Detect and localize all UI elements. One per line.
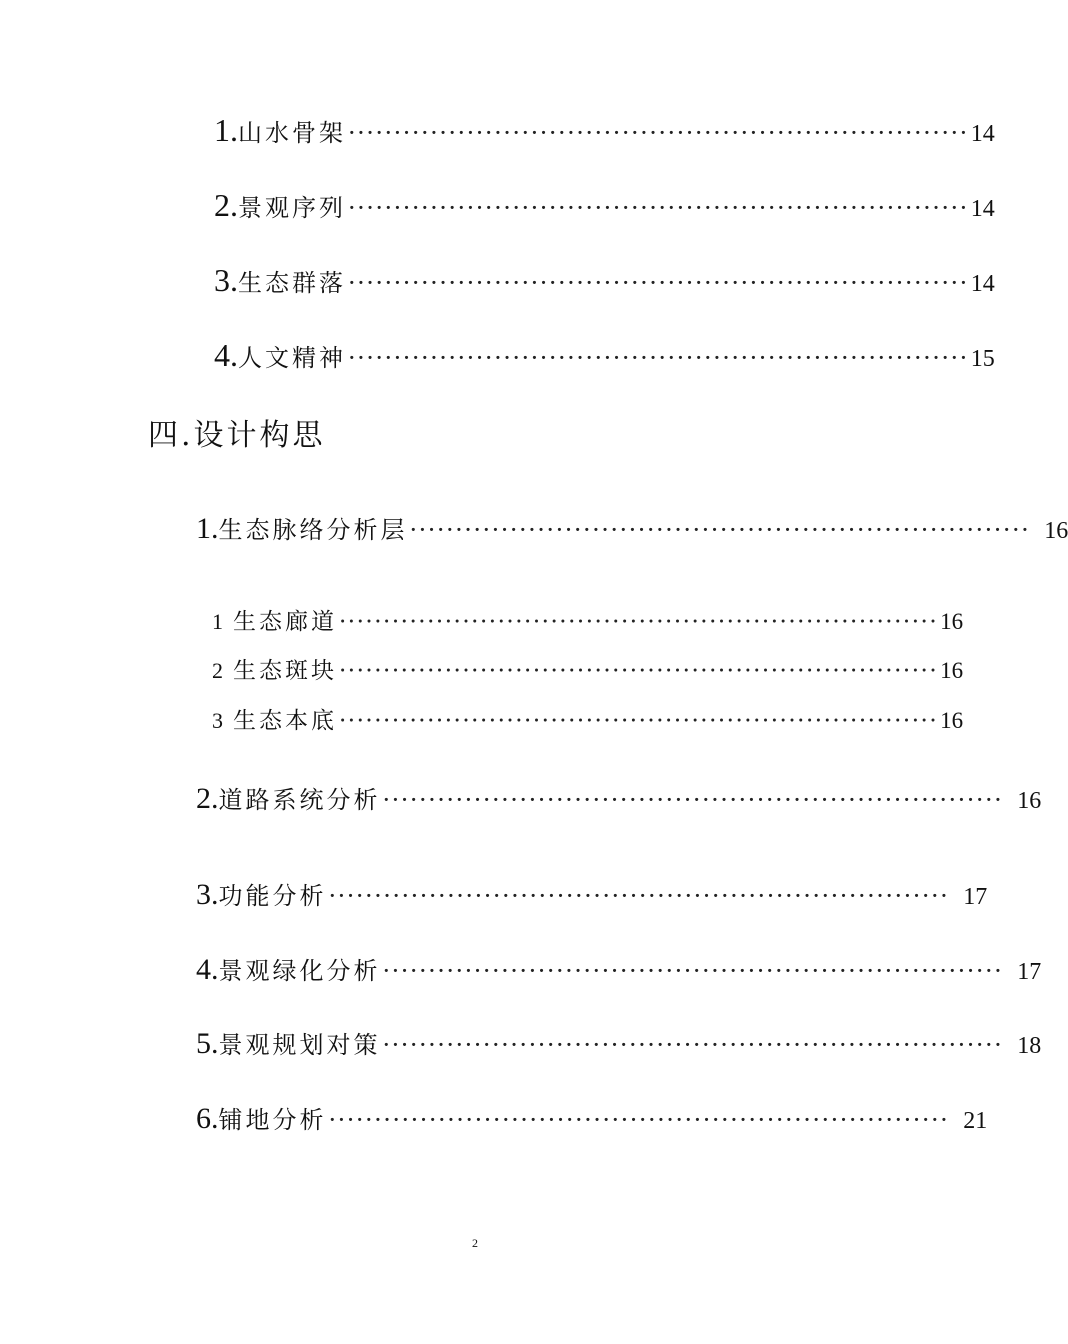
entry-page: 21 xyxy=(963,1108,988,1134)
toc-entry-pudi[interactable] xyxy=(196,1100,988,1136)
entry-page: 15 xyxy=(970,346,995,372)
entry-page: 14 xyxy=(970,121,995,147)
entry-number: 2 xyxy=(212,658,223,683)
entry-page: 14 xyxy=(970,271,995,297)
entry-number: 1 xyxy=(212,609,223,634)
entry-title: 景观序列 xyxy=(238,194,346,222)
entry-title: 功能分析 xyxy=(218,882,327,910)
entry-title: 铺地分析 xyxy=(218,1106,327,1134)
entry-page: 16 xyxy=(940,708,964,733)
toc-entry-renwen[interactable] xyxy=(214,337,995,374)
dot-leader: ···································································· xyxy=(328,1106,950,1134)
entry-number: 2. xyxy=(196,782,219,815)
dot-leader: ···································································· xyxy=(339,708,939,734)
entry-number: 3 xyxy=(212,708,223,733)
dot-leader: ···································································· xyxy=(339,609,939,635)
dot-leader: ···································································· xyxy=(348,194,969,222)
dot-leader: ···································································· xyxy=(409,516,1031,544)
dot-leader: ···································································· xyxy=(382,1031,1004,1059)
entry-page: 16 xyxy=(940,609,964,634)
entry-page: 14 xyxy=(970,196,995,222)
entry-page: 16 xyxy=(1017,788,1042,814)
entry-title: 人文精神 xyxy=(238,344,346,372)
section-heading: 四.设计构思 xyxy=(148,418,326,453)
entry-page: 16 xyxy=(940,658,964,683)
entry-page: 18 xyxy=(1017,1033,1042,1059)
dot-leader: ···································································· xyxy=(348,344,969,372)
entry-number: 3. xyxy=(196,878,219,911)
entry-number: 6. xyxy=(196,1102,219,1135)
entry-title: 生态斑块 xyxy=(233,658,337,684)
entry-number: 1. xyxy=(196,512,219,545)
page-number: 2 xyxy=(472,1236,478,1250)
dot-leader: ···································································· xyxy=(382,957,1004,985)
entry-page: 17 xyxy=(1017,959,1042,985)
dot-leader: ···································································· xyxy=(348,269,969,297)
entry-page: 17 xyxy=(963,884,988,910)
toc-entry-lvhua[interactable] xyxy=(196,951,1042,987)
entry-number: 2. xyxy=(214,187,238,223)
entry-number: 5. xyxy=(196,1027,219,1060)
toc-entry-shengtai-qunluo[interactable] xyxy=(214,262,995,299)
entry-title: 景观绿化分析 xyxy=(218,957,381,985)
toc-entry-jingguan-xulie[interactable] xyxy=(214,187,995,224)
entry-number: 1. xyxy=(214,112,238,148)
dot-leader: ···································································· xyxy=(348,119,969,147)
toc-entry-gongneng[interactable] xyxy=(196,876,988,912)
entry-title: 山水骨架 xyxy=(238,119,346,147)
entry-title: 生态本底 xyxy=(233,708,337,734)
toc-entry-shanshui[interactable] xyxy=(214,112,995,149)
entry-title: 景观规划对策 xyxy=(218,1031,381,1059)
dot-leader: ···································································· xyxy=(382,786,1004,814)
entry-number: 3. xyxy=(214,262,238,298)
entry-title: 生态廊道 xyxy=(233,609,337,635)
entry-title: 道路系统分析 xyxy=(218,786,381,814)
entry-title: 生态群落 xyxy=(238,269,346,297)
dot-leader: ···································································· xyxy=(339,658,939,684)
toc-subentry-banjuai[interactable] xyxy=(212,652,964,685)
entry-number: 4. xyxy=(196,953,219,986)
toc-subentry-langdao[interactable] xyxy=(212,603,964,636)
entry-number: 4. xyxy=(214,337,238,373)
toc-entry-guihua[interactable] xyxy=(196,1025,1042,1061)
toc-entry-shengtai-mailuo[interactable] xyxy=(196,510,1068,546)
entry-page: 16 xyxy=(1044,518,1068,544)
entry-title: 生态脉络分析层 xyxy=(218,516,408,544)
toc-entry-daolu[interactable] xyxy=(196,780,1042,816)
dot-leader: ···································································· xyxy=(328,882,950,910)
toc-subentry-bendi[interactable] xyxy=(212,702,964,735)
